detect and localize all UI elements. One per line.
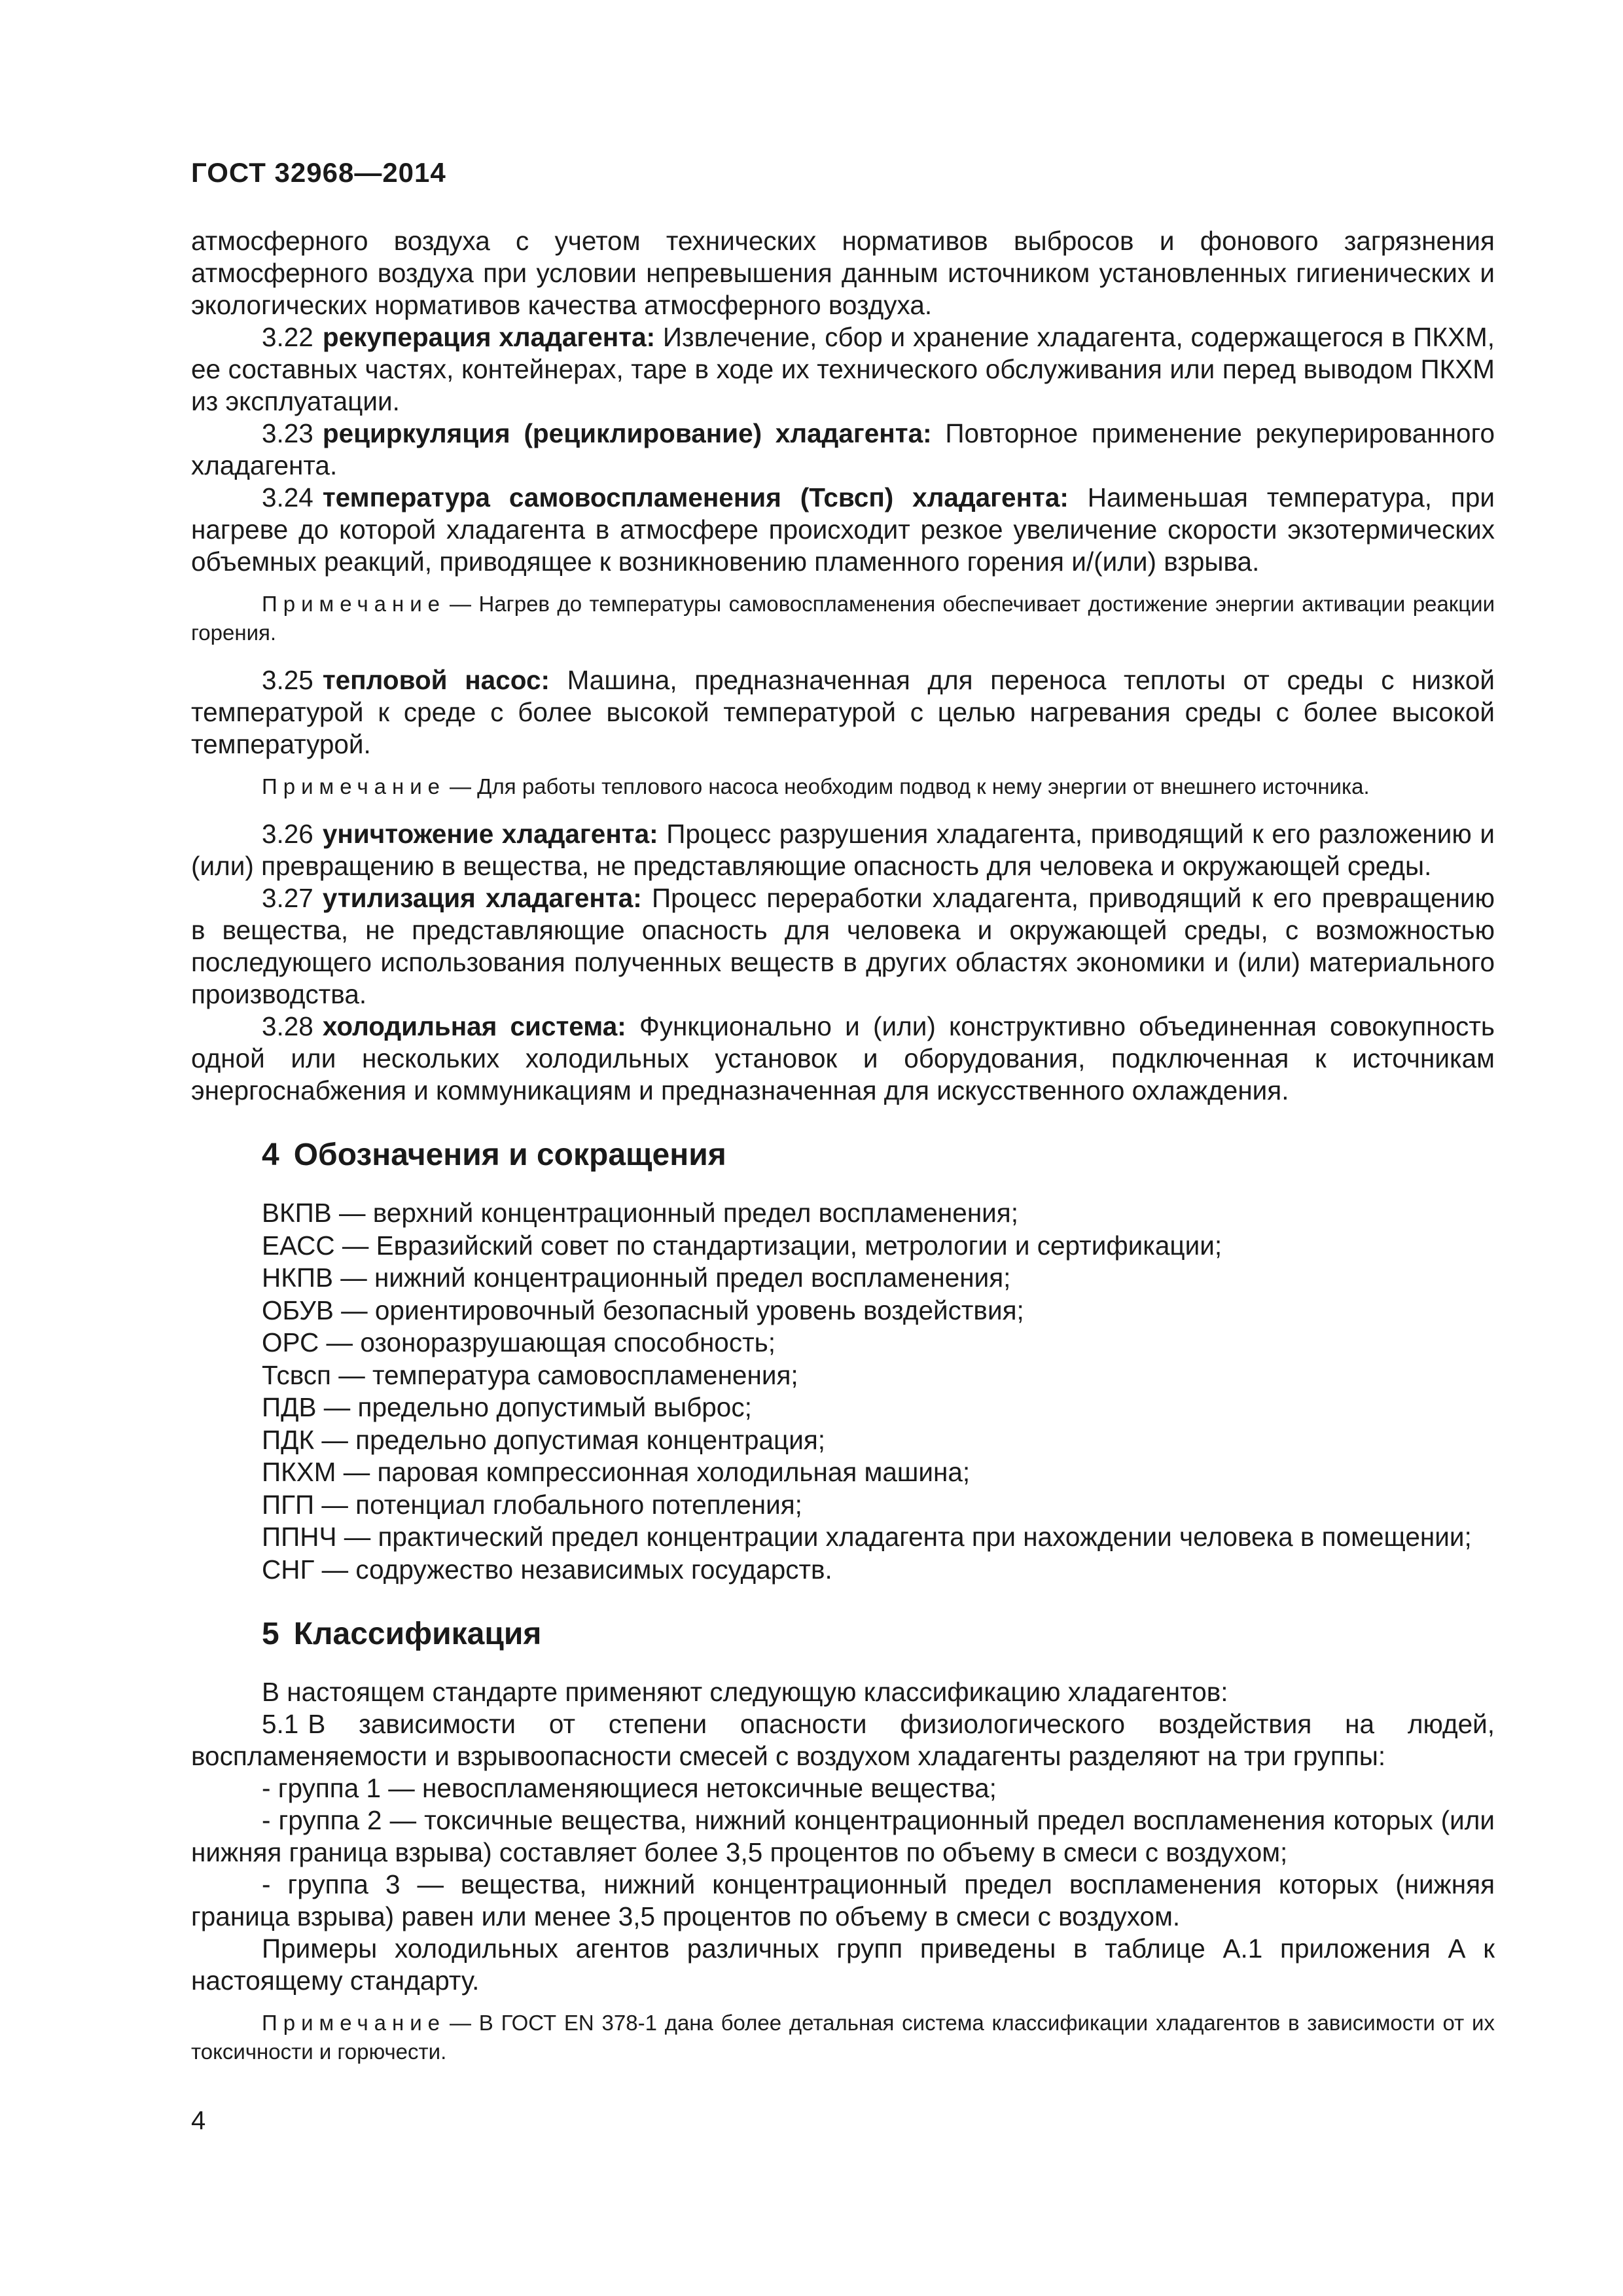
definition-term: уничтожение хладагента:: [322, 819, 658, 849]
note-text: — Нагрев до температуры самовоспламенения обеспечивает достижение энергии активации реакции горения.: [191, 592, 1495, 645]
definition-3-28: [191, 1011, 1495, 1107]
note-5-1: [191, 2009, 1495, 2066]
definition-term: рециркуляция (рециклирование) хладагента:: [322, 418, 932, 448]
abbreviation-item: ВКПВ — верхний концентрационный предел воспламенения;: [262, 1198, 1018, 1228]
note-3-25: [191, 772, 1495, 801]
abbreviation-item: ПДВ — предельно допустимый выброс;: [262, 1392, 752, 1422]
note-label: Примечание: [262, 592, 446, 616]
page-number: 4: [191, 2106, 206, 2135]
abbreviation-item: ППНЧ — практический предел концентрации хладагента при нахождении человека в помещении;: [262, 1522, 1472, 1552]
group-item: - группа 1 — невоспламеняющиеся нетоксичные вещества;: [262, 1773, 997, 1803]
definition-number: 3.27: [262, 883, 313, 913]
section-4-title: [262, 1136, 1495, 1175]
document-header: ГОСТ 32968—2014: [191, 157, 446, 188]
definition-term: холодильная система:: [322, 1011, 626, 1041]
definition-term: температура самовоспламенения (Тсвсп) хладагента:: [322, 482, 1069, 512]
abbreviation-item: ОРС — озоноразрушающая способность;: [262, 1327, 776, 1357]
note-label: Примечание: [262, 2011, 446, 2035]
section-5-title: [262, 1615, 1495, 1654]
definition-number: 3.26: [262, 819, 313, 849]
abbreviation-item: ПДК — предельно допустимая концентрация;: [262, 1424, 826, 1455]
definition-3-22: [191, 321, 1495, 418]
page-content: [191, 225, 1495, 2083]
abbreviations-list: [191, 1197, 1495, 1586]
definition-number: 3.23: [262, 418, 313, 448]
definition-term: рекуперация хладагента:: [322, 322, 656, 352]
definition-text: Наименьшая температура, при нагреве до которой хладагента в атмосфере происходит резкое увеличение скорости экзотермических объемных реакций, приводящее к возникновению пламенного горения и/(или) взрыва.: [191, 482, 1495, 577]
note-3-24: [191, 590, 1495, 647]
definition-text: Функционально и (или) конструктивно объединенная совокупность одной или нескольких холодильных установок и оборудования, подключенная к источникам энергоснабжения и коммуникациям и предназначенная для искусственного охлаждения.: [191, 1011, 1495, 1105]
definition-number: 3.25: [262, 665, 313, 695]
clause-text: В зависимости от степени опасности физиологического воздействия на людей, воспламеняемости и взрывоопасности смесей с воздухом хладагенты разделяют на три группы:: [191, 1709, 1495, 1771]
classification-intro: В настоящем стандарте применяют следующую классификацию хладагентов:: [262, 1677, 1228, 1707]
definition-term: утилизация хладагента:: [322, 883, 642, 913]
abbreviation-item: СНГ — содружество независимых государств.: [262, 1554, 832, 1585]
section-number: 4: [262, 1138, 279, 1172]
note-text: — Для работы теплового насоса необходим подвод к нему энергии от внешнего источника.: [450, 774, 1370, 798]
abbreviation-item: ЕАСС — Евразийский совет по стандартизации, метрологии и сертификации;: [262, 1230, 1222, 1261]
abbreviation-item: ПКХМ — паровая компрессионная холодильная машина;: [262, 1457, 971, 1487]
definition-text: Машина, предназначенная для переноса теплоты от среды с низкой температурой к среде с более высокой температурой с целью нагревания среды с более высокой температурой.: [191, 665, 1495, 759]
definition-term: тепловой насос:: [322, 665, 550, 695]
definition-text: Процесс разрушения хладагента, приводящий к его разложению и (или) превращению в вещества, не представляющие опасность для человека и окружающей среды.: [191, 819, 1495, 881]
definition-3-27: [191, 882, 1495, 1011]
group-item: - группа 3 — вещества, нижний концентрационный предел воспламенения которых (нижняя граница взрыва) равен или менее 3,5 процентов по объему в смеси с воздухом.: [191, 1869, 1495, 1931]
definition-number: 3.28: [262, 1011, 313, 1041]
abbreviation-item: ОБУВ — ориентировочный безопасный уровень воздействия;: [262, 1295, 1024, 1325]
abbreviation-item: НКПВ — нижний концентрационный предел воспламенения;: [262, 1263, 1011, 1293]
section-title-text: Обозначения и сокращения: [293, 1138, 726, 1172]
definition-text: Процесс переработки хладагента, приводящий к его превращению в вещества, не представляющие опасность для человека и окружающей среды, с возможностью последующего использования полученных веществ в других областях экономики и (или) материального производства.: [191, 883, 1495, 1009]
section-title-text: Классификация: [293, 1617, 542, 1651]
definition-number: 3.24: [262, 482, 313, 512]
continued-paragraph: атмосферного воздуха с учетом технических нормативов выбросов и фонового загрязнения атмосферного воздуха при условии непревышения данным источником установленных гигиенических и экологических нормативов качества атмосферного воздуха.: [191, 226, 1495, 320]
note-label: Примечание: [262, 774, 446, 798]
definition-3-24: [191, 482, 1495, 578]
definition-text: Повторное применение рекуперированного хладагента.: [191, 418, 1495, 480]
examples-paragraph: Примеры холодильных агентов различных групп приведены в таблице А.1 приложения А к настоящему стандарту.: [191, 1933, 1495, 1996]
definition-3-26: [191, 818, 1495, 882]
definition-3-23: [191, 418, 1495, 482]
definition-text: Извлечение, сбор и хранение хладагента, содержащегося в ПКХМ, ее составных частях, контейнерах, таре в ходе их технического обслуживания или перед выводом ПКХМ из эксплуатации.: [191, 322, 1495, 416]
section-number: 5: [262, 1617, 279, 1651]
clause-5-1: [191, 1708, 1495, 1772]
abbreviation-item: ПГП — потенциал глобального потепления;: [262, 1489, 802, 1520]
note-text: — В ГОСТ EN 378-1 дана более детальная система классификации хладагентов в зависимости от их токсичности и горючести.: [191, 2011, 1495, 2064]
clause-number: 5.1: [262, 1709, 299, 1739]
abbreviation-item: Тсвсп — температура самовоспламенения;: [262, 1359, 798, 1390]
group-item: - группа 2 — токсичные вещества, нижний концентрационный предел воспламенения которых (или нижняя граница взрыва) составляет более 3,5 процентов по объему в смеси с воздухом;: [191, 1805, 1495, 1867]
definition-3-25: [191, 664, 1495, 761]
definition-number: 3.22: [262, 322, 313, 352]
